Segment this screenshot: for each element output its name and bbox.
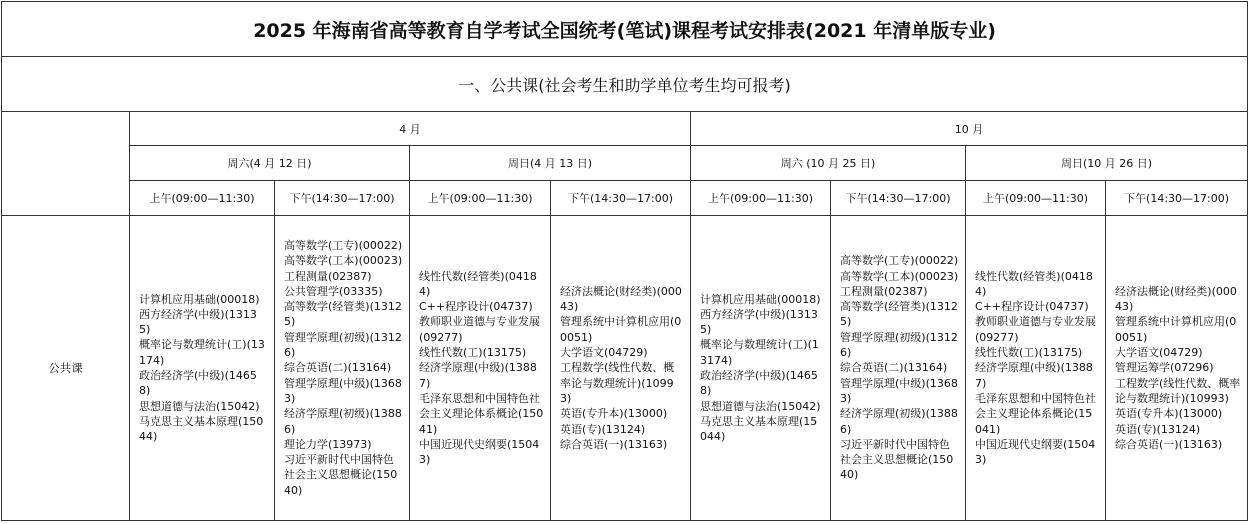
course-item: 综合英语(一)(13163)	[560, 437, 668, 451]
course-item: 管理运筹学(07296)	[1115, 361, 1214, 375]
schedule-title: 2025 年海南省高等教育自学考试全国统考(笔试)课程考试安排表(2021 年清单版专业)	[2, 2, 1248, 57]
month-header-april: 4 月	[130, 112, 691, 146]
course-list	[419, 269, 544, 468]
course-item: 管理学原理(初级)(13126)	[284, 330, 402, 360]
course-list	[284, 238, 403, 498]
course-item: 计算机应用基础(00018)	[700, 292, 821, 306]
course-item: 马克思主义基本原理(15044)	[700, 414, 818, 444]
course-item: 政治经济学(中级)(14658)	[700, 369, 818, 398]
course-item: 综合英语(二)(13164)	[284, 361, 392, 375]
course-item: 毛泽东思想和中国特色社会主义理论体系概论(15041)	[419, 391, 544, 436]
course-item: 思想道德与法治(15042)	[139, 399, 260, 413]
course-item: 经济学原理(初级)(13886)	[840, 407, 958, 436]
course-item: 高等数学(工专)(00022)	[284, 238, 403, 252]
course-item: 管理系统中计算机应用(00051)	[1115, 315, 1237, 344]
session-apr13-pm	[551, 216, 691, 521]
course-item: 大学语文(04729)	[560, 346, 648, 360]
course-item: 工程测量(02387)	[284, 269, 372, 283]
course-item: 中国近现代史纲要(15043)	[419, 437, 540, 467]
course-item: 综合英语(二)(13164)	[840, 361, 948, 375]
course-item: 线性代数(工)(13175)	[975, 346, 1083, 360]
course-item: 线性代数(经管类)(04184)	[419, 269, 537, 298]
course-item: C++程序设计(04737)	[975, 300, 1089, 314]
course-item: C++程序设计(04737)	[419, 300, 533, 314]
course-item: 管理学原理(中级)(13683)	[840, 376, 958, 405]
course-item: 中国近现代史纲要(15043)	[975, 437, 1096, 467]
slot-afternoon: 下午(14:30—17:00)	[1106, 181, 1248, 216]
course-list	[700, 292, 824, 445]
course-item: 高等数学(经管类)(13125)	[840, 300, 958, 329]
day-header-apr-12: 周六(4 月 12 日)	[130, 146, 410, 181]
course-item: 毛泽东思想和中国特色社会主义理论体系概论(15041)	[975, 391, 1096, 436]
month-header-october: 10 月	[691, 112, 1248, 146]
slot-morning: 上午(09:00—11:30)	[130, 181, 275, 216]
session-apr12-pm	[275, 216, 410, 521]
slot-afternoon: 下午(14:30—17:00)	[275, 181, 410, 216]
session-oct26-am	[966, 216, 1106, 521]
course-item: 计算机应用基础(00018)	[139, 292, 260, 306]
course-item: 工程数学(线性代数、概率论与数理统计)(10993)	[1115, 376, 1241, 405]
course-item: 经济学原理(中级)(13887)	[419, 361, 537, 390]
session-oct25-am	[691, 216, 831, 521]
course-item: 习近平新时代中国特色社会主义思想概论(15040)	[284, 453, 398, 497]
course-item: 工程数学(线性代数、概率论与数理统计)(10993)	[560, 361, 675, 405]
course-list	[139, 292, 268, 445]
course-item: 思想道德与法治(15042)	[700, 399, 821, 413]
course-item: 大学语文(04729)	[1115, 346, 1203, 360]
course-item: 理论力学(13973)	[284, 437, 372, 451]
course-item: 经济学原理(初级)(13886)	[284, 407, 402, 436]
course-item: 英语(专升本)(13000)	[1115, 407, 1223, 421]
session-oct26-pm	[1106, 216, 1248, 521]
day-header-oct-26: 周日(10 月 26 日)	[966, 146, 1248, 181]
day-header-oct-25: 周六 (10 月 25 日)	[691, 146, 966, 181]
course-item: 西方经济学(中级)(13135)	[700, 307, 818, 337]
header-corner-cell	[2, 112, 130, 216]
course-item: 经济学原理(中级)(13887)	[975, 361, 1093, 390]
course-item: 教师职业道德与专业发展(09277)	[419, 315, 540, 344]
course-item: 西方经济学(中级)(13135)	[139, 307, 257, 337]
course-item: 综合英语(一)(13163)	[1115, 437, 1223, 451]
course-list	[560, 284, 684, 452]
day-header-apr-13: 周日(4 月 13 日)	[410, 146, 691, 181]
slot-morning: 上午(09:00—11:30)	[691, 181, 831, 216]
slot-afternoon: 下午(14:30—17:00)	[831, 181, 966, 216]
course-item: 管理学原理(初级)(13126)	[840, 330, 958, 360]
category-label: 公共课	[2, 216, 130, 521]
course-item: 概率论与数理统计(工)(13174)	[700, 338, 819, 367]
course-item: 习近平新时代中国特色社会主义思想概论(15040)	[840, 437, 954, 482]
slot-afternoon: 下午(14:30—17:00)	[551, 181, 691, 216]
course-item: 高等数学(工本)(00023)	[840, 269, 959, 283]
course-item: 公共管理学(03335)	[284, 284, 383, 298]
course-item: 经济法概论(财经类)(00043)	[560, 284, 682, 314]
course-item: 政治经济学(中级)(14658)	[139, 369, 257, 398]
course-item: 英语(专)(13124)	[560, 422, 646, 436]
course-item: 英语(专升本)(13000)	[560, 407, 668, 421]
course-item: 教师职业道德与专业发展(09277)	[975, 315, 1096, 344]
course-item: 线性代数(经管类)(04184)	[975, 269, 1093, 298]
session-apr13-am	[410, 216, 551, 521]
session-oct25-pm	[831, 216, 966, 521]
course-item: 马克思主义基本原理(15044)	[139, 414, 264, 444]
course-item: 高等数学(经管类)(13125)	[284, 300, 402, 329]
slot-morning: 上午(09:00—11:30)	[966, 181, 1106, 216]
course-list	[840, 253, 959, 482]
course-item: 线性代数(工)(13175)	[419, 346, 527, 360]
course-list	[1115, 284, 1241, 452]
course-item: 高等数学(工专)(00022)	[840, 254, 959, 268]
section-heading: 一、公共课(社会考生和助学单位考生均可报考)	[2, 57, 1248, 112]
course-item: 工程测量(02387)	[840, 284, 928, 298]
course-item: 管理学原理(中级)(13683)	[284, 376, 402, 405]
session-apr12-am	[130, 216, 275, 521]
course-item: 高等数学(工本)(00023)	[284, 254, 403, 268]
exam-schedule-table	[1, 1, 1248, 521]
course-item: 英语(专)(13124)	[1115, 422, 1201, 436]
course-list	[975, 269, 1099, 468]
course-item: 概率论与数理统计(工)(13174)	[139, 338, 265, 367]
course-item: 经济法概论(财经类)(00043)	[1115, 284, 1237, 314]
slot-morning: 上午(09:00—11:30)	[410, 181, 551, 216]
course-item: 管理系统中计算机应用(00051)	[560, 315, 682, 344]
